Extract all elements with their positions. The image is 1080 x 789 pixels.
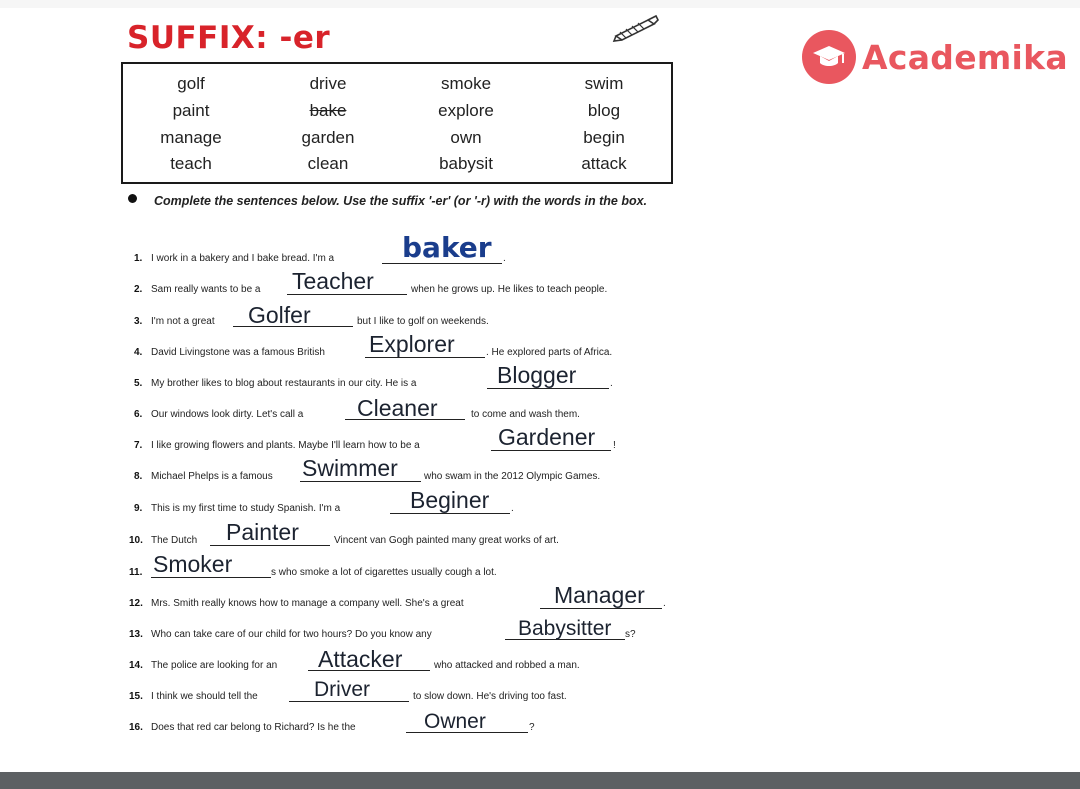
word-paint: paint [172,101,210,120]
sentence-text-after: ? [529,722,535,733]
sentence-text-after: . [503,253,506,264]
answer-text[interactable]: Smoker [153,551,233,577]
sentence-text: Who can take care of our child for two hours? Do you know any [151,629,432,640]
answer-text[interactable]: Owner [424,710,486,733]
word-own: own [450,128,482,147]
sentence-text-after: who attacked and robbed a man. [434,660,580,671]
graduation-cap-icon [802,30,856,84]
sentence-number: 10. [129,535,143,546]
sentence-number: 16. [129,722,143,733]
sentence-number: 3. [134,316,143,327]
answer-text[interactable]: Attacker [318,646,403,672]
sentence-text: The police are looking for an [151,660,278,671]
answer-text[interactable]: Driver [314,678,370,701]
sentence-row [0,330,1080,360]
sentence-text-after: ! [613,440,616,451]
word-clean: clean [307,154,349,173]
word-swim: swim [584,74,624,93]
sentence-text: I like growing flowers and plants. Maybe I'll learn how to be a [151,440,420,451]
sentence-text: Mrs. Smith really knows how to manage a company well. She's a great [151,598,464,609]
sentence-text: Michael Phelps is a famous [151,471,273,482]
sentence-text: I think we should tell the [151,691,258,702]
bottom-navigation-bar [0,772,1080,789]
sentence-row [0,520,1080,550]
sentence-text: My brother likes to blog about restaurants in our city. He is a [151,378,417,389]
word-bake-crossed: bake [309,101,347,120]
sentence-number: 11. [129,567,143,578]
sentence-row [0,266,1080,296]
sentence-text-after: . [663,598,666,609]
sentence-row [0,425,1080,455]
answer-text[interactable]: Cleaner [357,395,438,421]
answer-text[interactable]: baker [402,231,492,264]
sentence-text-after: to slow down. He's driving too fast. [413,691,567,702]
sentence-number: 15. [129,691,143,702]
sentence-text: I work in a bakery and I bake bread. I'm a [151,253,335,264]
sentence-row [0,456,1080,486]
pencil-icon [612,14,660,42]
sentence-number: 2. [134,284,143,295]
sentence-number: 8. [134,471,143,482]
sentence-number: 12. [129,598,143,609]
sentence-number: 6. [134,409,143,420]
sentence-text-after: . [511,503,514,514]
sentence-text: Sam really wants to be a [151,284,261,295]
sentence-text: This is my first time to study Spanish. I'm a [151,503,341,514]
word-blog: blog [587,101,621,120]
sentence-row [0,678,1080,708]
sentence-text-after: but I like to golf on weekends. [357,316,489,327]
answer-text[interactable]: Beginer [410,487,490,513]
answer-text[interactable]: Explorer [369,331,455,357]
answer-text[interactable]: Teacher [292,268,374,294]
answer-text[interactable]: Babysitter [518,617,612,640]
sentence-text-after: who swam in the 2012 Olympic Games. [424,471,601,482]
sentence-number: 14. [129,660,143,671]
sentence-text-after: to come and wash them. [471,409,580,420]
sentence-text: The Dutch [151,535,198,546]
sentence-text: Our windows look dirty. Let's call a [151,409,304,420]
sentence-row [0,646,1080,676]
sentence-row [0,583,1080,613]
word-box [121,62,673,184]
sentence-number: 13. [129,629,143,640]
sentence-row [0,709,1080,739]
sentence-text: I'm not a great [151,316,215,327]
word-attack: attack [581,154,627,173]
sentence-number: 7. [134,440,143,451]
sentence-row [0,615,1080,645]
brand-name: Academika [862,37,1068,77]
sentence-row [0,300,1080,330]
word-drive: drive [309,74,347,93]
sentence-text: David Livingstone was a famous British [151,347,325,358]
word-garden: garden [301,128,355,147]
sentence-text-after: . [610,378,613,389]
word-teach: teach [170,154,212,173]
sentence-row [0,362,1080,392]
sentence-text-after: . He explored parts of Africa. [486,347,613,358]
sentence-row [0,488,1080,518]
answer-text[interactable]: Manager [554,582,645,608]
answer-text[interactable]: Golfer [248,302,311,328]
bullet-icon [128,194,137,203]
word-begin: begin [583,128,625,147]
answer-text[interactable]: Gardener [498,424,596,450]
word-smoke: smoke [440,74,492,93]
top-band [0,0,1080,8]
word-babysit: babysit [439,154,493,173]
sentence-number: 1. [134,253,143,264]
sentence-text: Does that red car belong to Richard? Is he the [151,722,356,733]
brand-logo [802,30,1068,84]
sentence-text-after: s? [625,629,636,640]
sentence-number: 9. [134,503,143,514]
sentence-text-after: Vincent van Gogh painted many great works of art. [334,535,559,546]
answer-text[interactable]: Painter [226,519,299,545]
worksheet-title: SUFFIX: -er [127,20,331,56]
answer-text[interactable]: Swimmer [302,455,398,481]
sentence-row [0,552,1080,582]
sentence-number: 5. [134,378,143,389]
sentence-text-after: when he grows up. He likes to teach people. [411,284,608,295]
word-golf: golf [177,74,205,93]
sentence-row [0,395,1080,425]
sentence-row [0,233,1080,263]
sentence-text-after: s who smoke a lot of cigarettes usually cough a lot. [271,567,497,578]
answer-text[interactable]: Blogger [497,362,577,388]
instructions: Complete the sentences below. Use the suffix '-er' (or '-r) with the words in the box. [154,194,648,208]
word-manage: manage [160,128,222,147]
word-explore: explore [438,101,494,120]
sentence-number: 4. [134,347,143,358]
